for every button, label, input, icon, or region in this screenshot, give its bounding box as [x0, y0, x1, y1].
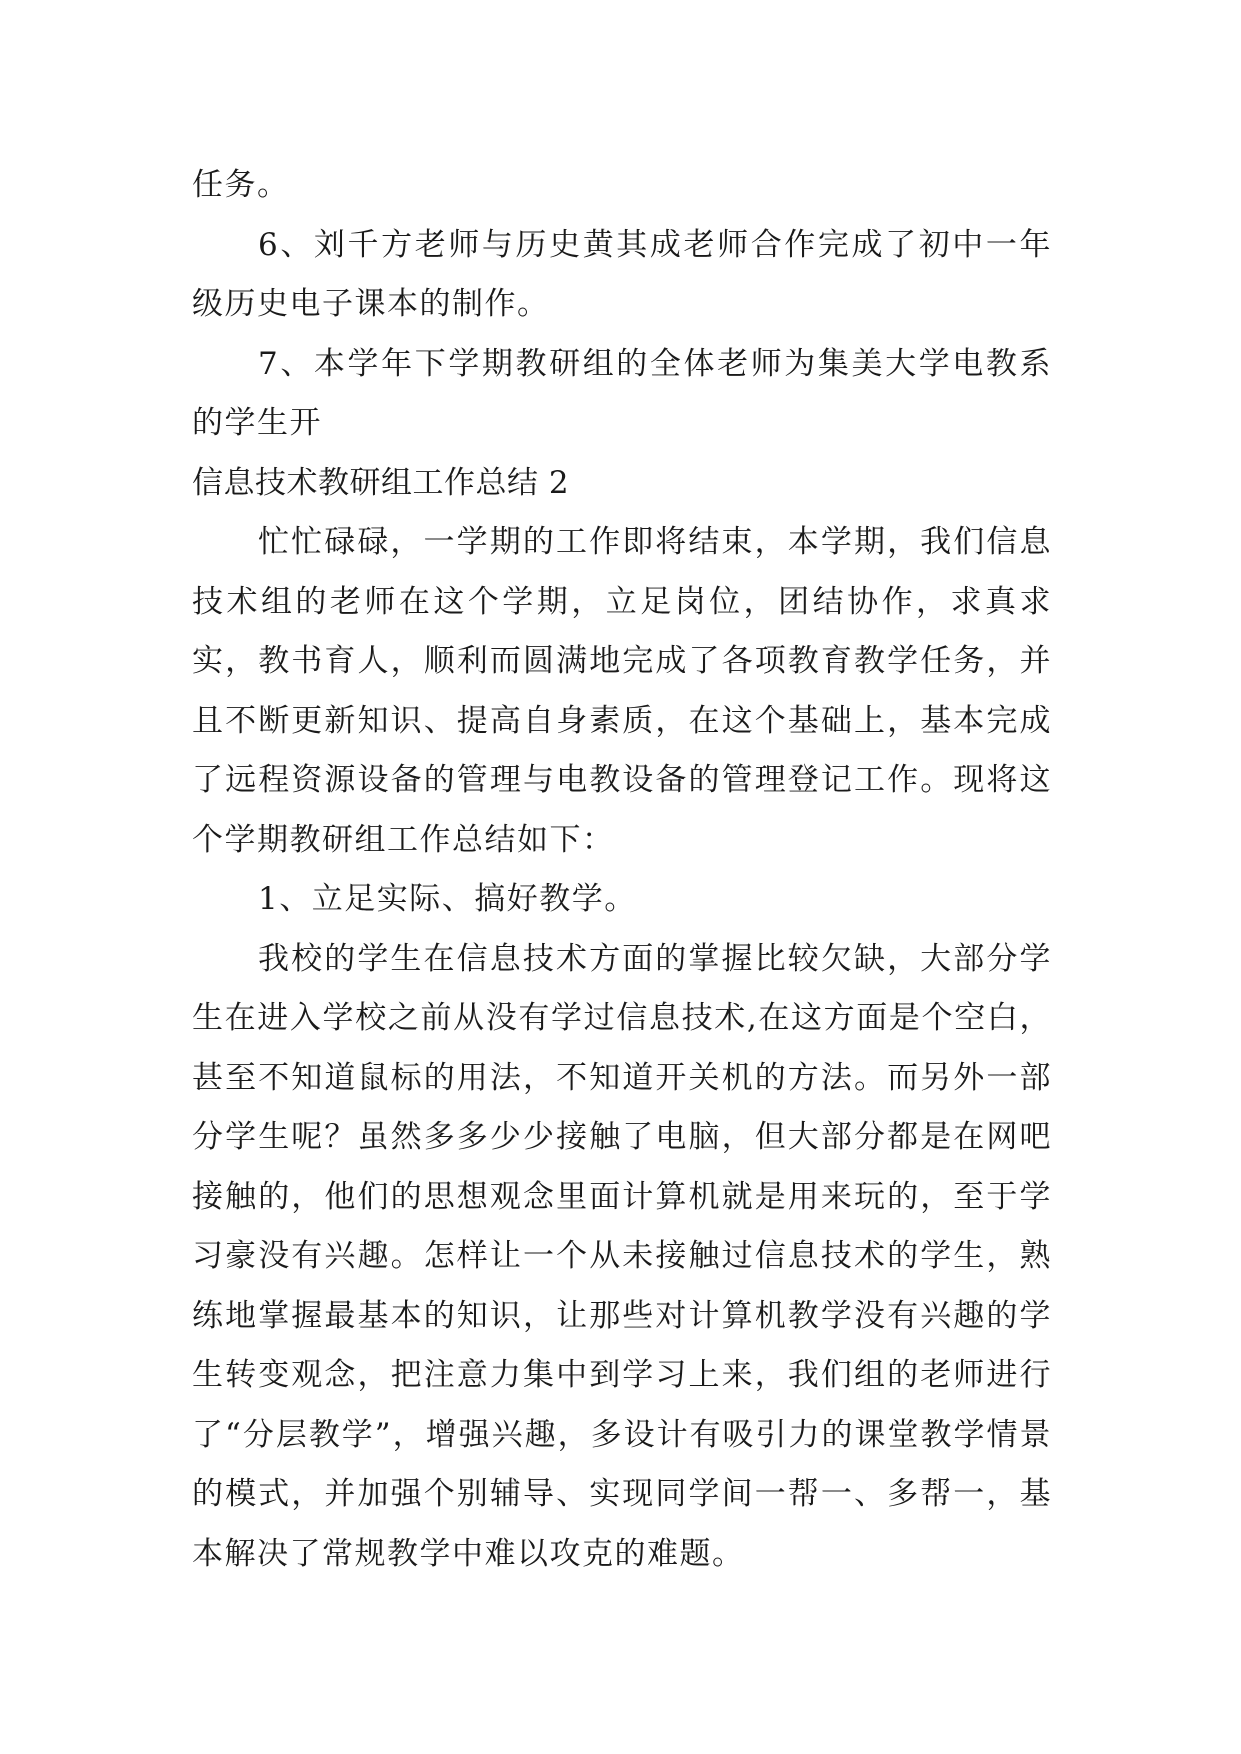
section-heading: 信息技术教研组工作总结 2 — [192, 464, 570, 501]
paragraph-point-1-body: 我校的学生在信息技术方面的掌握比较欠缺，大部分学生在进入学校之前从没有学过信息技术,在这方面是个空白，甚至不知道鼠标的用法，不知道开关机的方法。而另外一部分学生呢？虽然多多少少接触了电脑，但大部分都是在网吧接触的，他们的思想观念里面计算机就是用来玩的，至于学习豪没有兴趣。怎样让一个从未接触过信息技术的学生，熟练地掌握最基本的知识，让那些对计算机教学没有兴趣的学生转变观念，把注意力集中到学习上来，我们组的老师进行了“分层教学”，增强兴趣，多设计有吸引力的课堂教学情景的模式，并加强个别辅导、实现同学间一帮一、多帮一，基本解决了常规教学中难以攻克的难题。 — [192, 940, 1052, 1572]
paragraph-item-6: 6、刘千方老师与历史黄其成老师合作完成了初中一年级历史电子课本的制作。 — [192, 226, 1052, 322]
paragraph-intro: 忙忙碌碌，一学期的工作即将结束，本学期，我们信息技术组的老师在这个学期，立足岗位，团结协作，求真求实，教书育人，顺利而圆满地完成了各项教育教学任务，并且不断更新知识、提高自身素质，在这个基础上，基本完成了远程资源设备的管理与电教设备的管理登记工作。现将这个学期教研组工作总结如下： — [192, 524, 1052, 858]
document-body — [192, 156, 1052, 1584]
paragraph-item-7: 7、本学年下学期教研组的全体老师为集美大学电教系的学生开 — [192, 345, 1052, 441]
paragraph-point-1: 1、立足实际、搞好教学。 — [258, 881, 637, 917]
paragraph-task-end: 任务。 — [192, 167, 290, 203]
